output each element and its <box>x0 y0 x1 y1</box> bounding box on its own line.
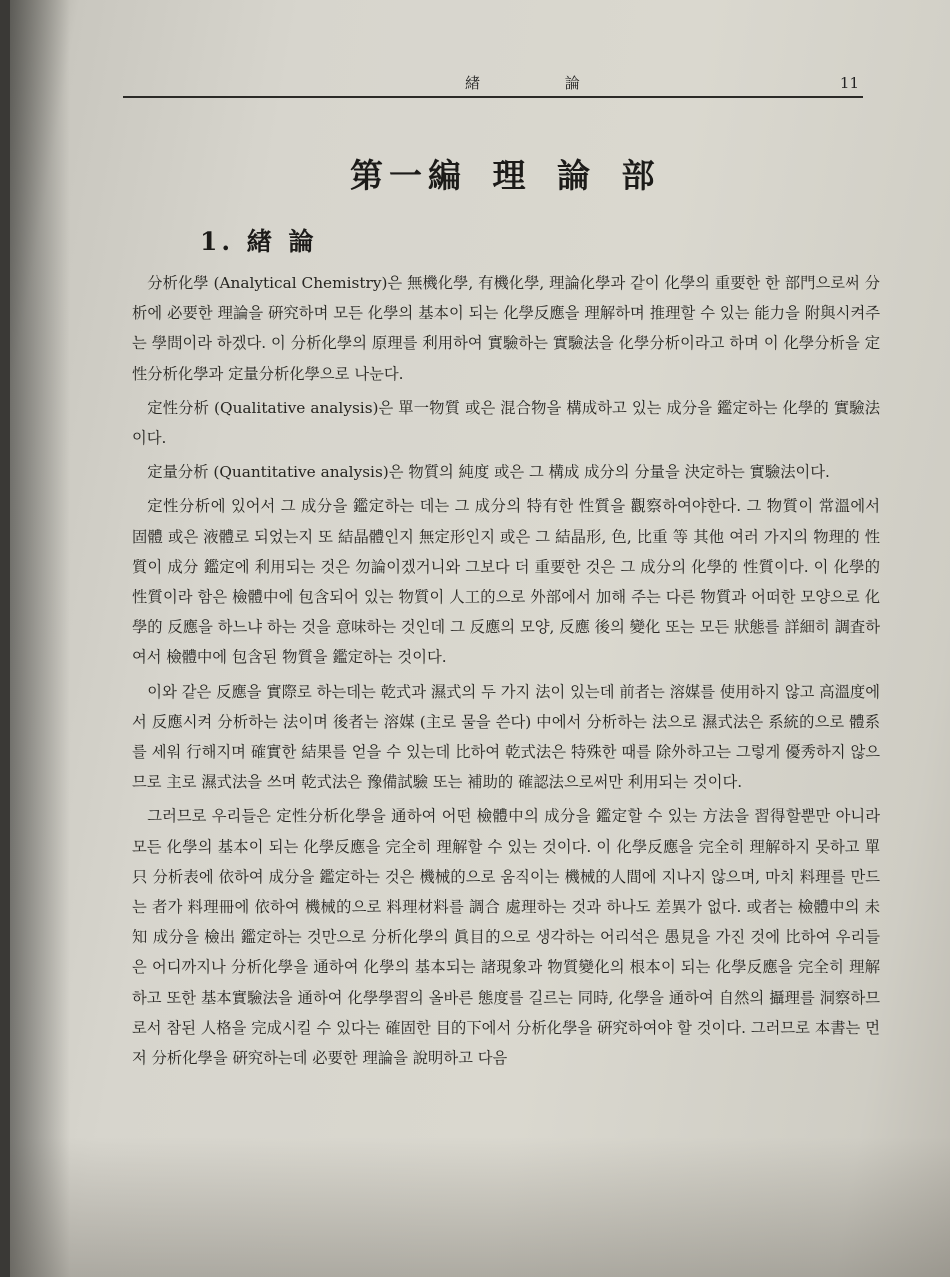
book-page <box>10 0 950 1277</box>
paragraph-dry-wet-methods: 이와 같은 反應을 實際로 하는데는 乾式과 濕式의 두 가지 法이 있는데 前者는 溶媒를 使用하지 않고 高溫度에서 反應시켜 分析하는 法이며 後者는 溶媒 (主로 물을 쓴다) 中에서 分析하는 法으로 濕式法은 系統的으로 體系를 세워 行해지며 確實한 結果를 얻을 수 있는데 比하여 乾式法은 特殊한 때를 除外하고는 그렇게 優秀하지 않으므로 主로 濕式法을 쓰며 乾式法은 豫備試驗 또는 補助的 確認法으로써만 利用되는 것이다. <box>132 682 880 792</box>
paragraph-qualitative: 定性分析 (Qualitative analysis)은 單一物質 或은 混合物을 構成하고 있는 成分을 鑑定하는 化學的 實驗法이다. <box>132 398 880 448</box>
part-title: 第一編 理 論 部 <box>350 156 661 195</box>
running-title: 緖 論 <box>465 74 620 92</box>
chapter-title: 1. 緖 論 <box>200 227 318 256</box>
paragraph-quantitative: 定量分析 (Quantitative analysis)은 物質의 純度 或은 그 構成 成分의 分量을 決定하는 實驗法이다. <box>147 463 830 482</box>
paragraph-purpose: 그러므로 우리들은 定性分析化學을 通하여 어떤 檢體中의 成分을 鑑定할 수 있는 方法을 習得할뿐만 아니라 모든 化學의 基本이 되는 化學反應을 完全히 理解할 수 있는 것이다. 이 化學反應을 完全히 理解하지 못하고 單只 分析表에 依하여 成分을 鑑定하는 것은 機械的으로 움직이는 機械的人間에 지나지 않으며, 마치 料理를 만드는 者가 料理冊에 依하여 機械的으로 料理材料를 調合 處理하는 것과 하나도 差異가 없다. 或者는 檢體中의 未知 成分을 檢出 鑑定하는 것만으로 分析化學의 眞目的으로 생각하는 어리석은 愚見을 가진 것에 比하여 우리들은 어디까지나 分析化學을 通하여 化學의 基本되는 諸現象과 物質變化의 根本이 되는 化學反應을 完全히 理解하고 또한 基本實驗法을 通하여 化學學習의 올바른 態度를 길르는 同時, 化學을 通하여 自然의 攝理를 洞察하므로서 참된 人格을 完成시킬 수 있다는 確固한 目的下에서 分析化學을 硏究하여야 할 것이다. 그러므로 本書는 먼저 分析化學을 硏究하는데 必要한 理論을 說明하고 다음 <box>132 807 880 1068</box>
paragraph-qualitative-method: 定性分析에 있어서 그 成分을 鑑定하는 데는 그 成分의 特有한 性質을 觀察하여야한다. 그 物質이 常溫에서 固體 或은 液體로 되었는지 또 結晶體인지 無定形인지 或은 그 結晶形, 色, 比重 等 其他 여러 가지의 物理的 性質이 成分 鑑定에 利用되는 것은 勿論이겠거니와 그보다 더 重要한 것은 그 成分의 化學的 性質이다. 이 化學的 性質이라 함은 檢體中에 包含되어 있는 物質이 人工的으로 外部에서 加해 주는 다른 物質과 어떠한 모양으로 化學的 反應을 하느냐 하는 것을 意味하는 것인데 그 反應의 모양, 反應 後의 變化 또는 모든 狀態를 詳細히 調査하여서 檢體中에 包含된 物質을 鑑定하는 것이다. <box>132 497 880 667</box>
paragraph-analytical-chemistry: 分析化學 (Analytical Chemistry)은 無機化學, 有機化學, 理論化學과 같이 化學의 重要한 한 部門으로써 分析에 必要한 理論을 硏究하며 모든 化學의 基本이 되는 化學反應을 理解하며 推理할 수 있는 能力을 附與시켜주는 學問이라 하겠다. 이 分析化學의 原理를 利用하여 實驗하는 實驗法을 化學分析이라고 하며 이 化學分析을 定性分析化學과 定量分析化學으로 나눈다. <box>132 274 880 383</box>
body-text <box>132 268 880 1077</box>
running-header <box>123 70 863 98</box>
page-number: 11 <box>839 74 859 92</box>
